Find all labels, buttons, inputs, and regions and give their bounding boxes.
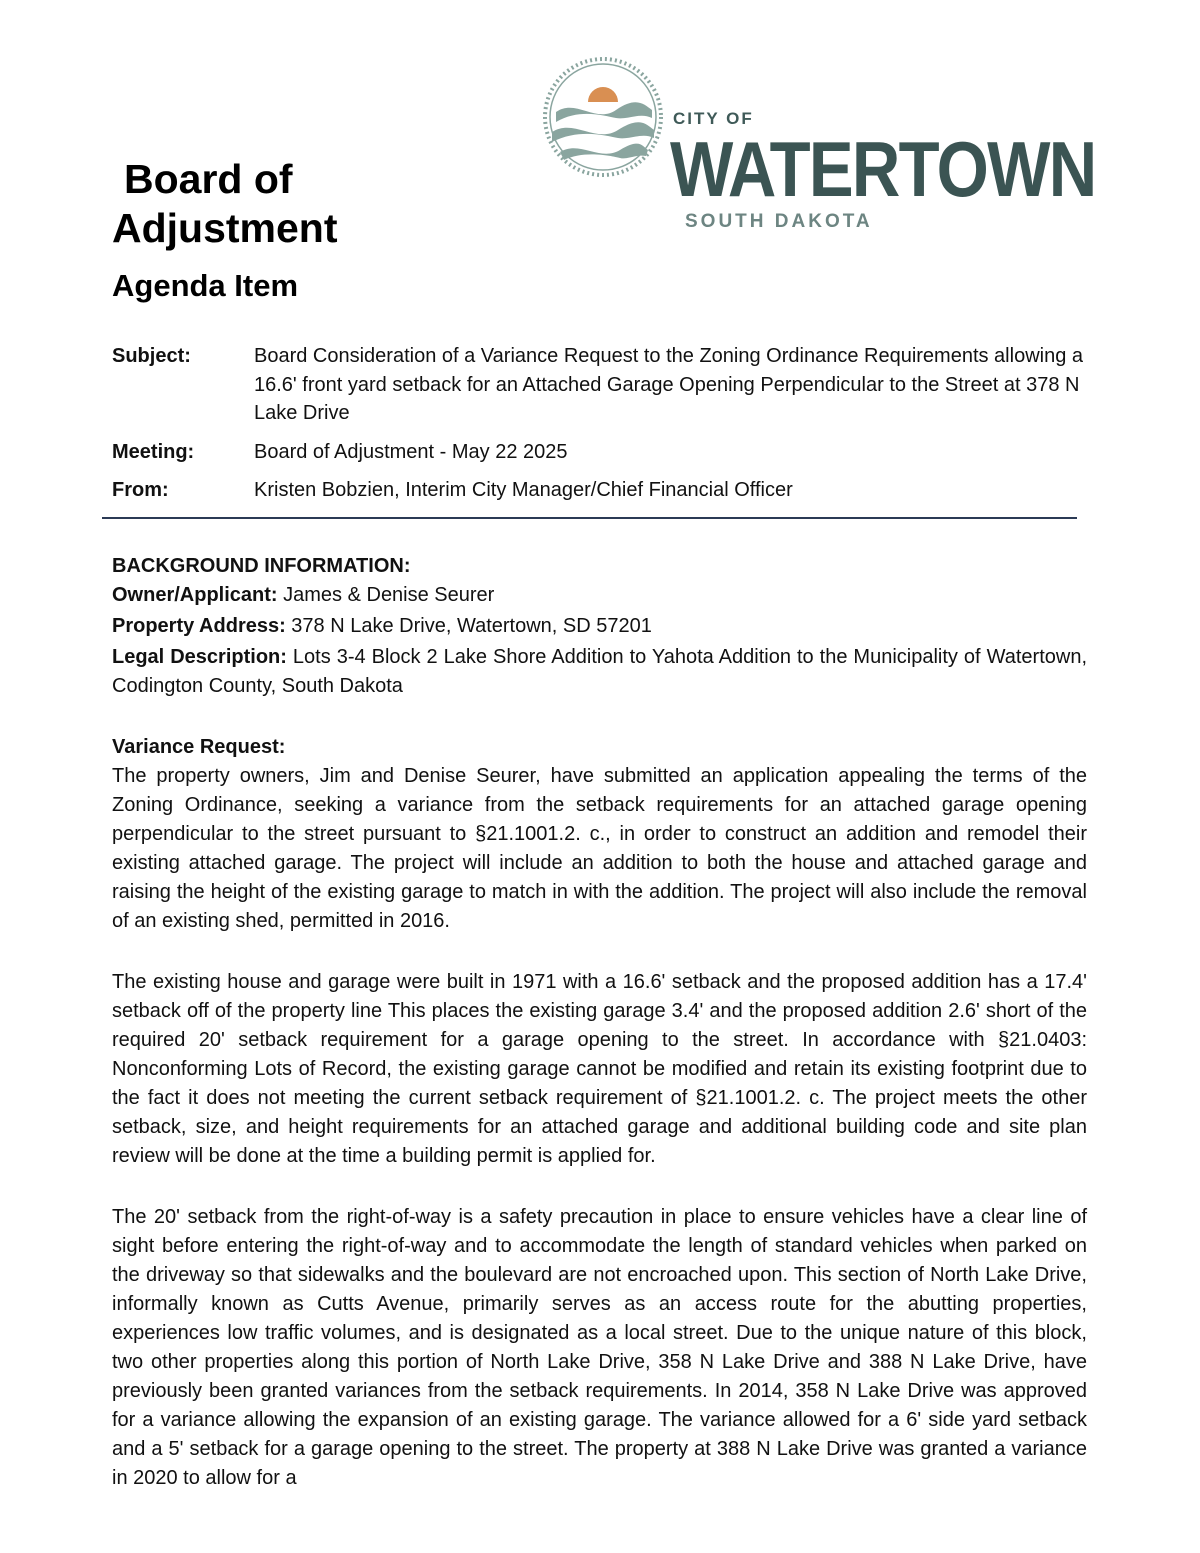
- meeting-row: [112, 438, 1087, 467]
- address-line: [112, 612, 1087, 641]
- legal-line: [112, 643, 1087, 701]
- city-seal-icon: [540, 54, 666, 180]
- meeting-value: Board of Adjustment - May 22 2025: [254, 440, 568, 463]
- subject-row: [112, 342, 1087, 428]
- document-body: [112, 552, 1087, 1493]
- from-label: From:: [112, 479, 169, 501]
- variance-heading: Variance Request:: [112, 736, 286, 758]
- variance-paragraph-3: The 20' setback from the right-of-way is a safety precaution in place to ensure vehicles have a clear line of sight before entering the right-of-way and to accommodate the length of standard vehicles when parked on the driveway so that sidewalks and the boulevard are not encroached upon. This section of North Lake Drive, informally known as Cutts Avenue, primarily serves as an access route for the abutting properties, experiences low traffic volumes, and is designated as a local street. Due to the unique nature of this block, two other properties along this portion of North Lake Drive, 358 N Lake Drive and 388 N Lake Drive, have previously been granted variances from the setback requirements. In 2014, 358 N Lake Drive was approved for a variance allowing the expansion of an existing garage. The variance allowed for a 6' side yard setback and a 5' setback for a garage opening to the street. The property at 388 N Lake Drive was granted a variance in 2020 to allow for a: [112, 1206, 1087, 1489]
- subject-value: Board Consideration of a Variance Request to the Zoning Ordinance Requirements allowing a 16.6' front yard setback for an Attached Garage Opening Perpendicular to the Street at 378 N Lake Drive: [254, 345, 1084, 424]
- agenda-meta: [112, 342, 1087, 515]
- subject-label: Subject:: [112, 345, 191, 367]
- variance-paragraph-2: The existing house and garage were built in 1971 with a 16.6' setback and the proposed addition has a 17.4' setback off of the property line This places the existing garage 3.4' and the proposed addition 2.6' short of the required 20' setback requirement for a garage opening to the street. In accordance with §21.0403: Nonconforming Lots of Record, the existing garage cannot be modified and retain its existing footprint due to the fact it does not meeting the current setback requirement of §21.1001.2. c. The project meets the other setback, size, and height requirements for an attached garage and additional building code and site plan review will be done at the time a building permit is applied for.: [112, 971, 1087, 1167]
- header-divider: [102, 517, 1077, 519]
- city-logo: [540, 54, 1096, 232]
- logo-city-of: CITY OF: [673, 109, 754, 128]
- page-subtitle: Agenda Item: [112, 268, 299, 303]
- title-line-2: Adjustment: [112, 205, 338, 251]
- address-label: Property Address:: [112, 615, 286, 637]
- page-title: [112, 155, 338, 253]
- from-row: [112, 476, 1087, 505]
- legal-value: Lots 3-4 Block 2 Lake Shore Addition to Yahota Addition to the Municipality of Watertown, Codington County, South Dakota: [112, 646, 1087, 697]
- owner-label: Owner/Applicant:: [112, 584, 278, 606]
- legal-label: Legal Description:: [112, 646, 287, 668]
- logo-watertown: WATERTOWN: [670, 125, 1096, 213]
- address-value: 378 N Lake Drive, Watertown, SD 57201: [285, 615, 652, 637]
- logo-south-dakota: SOUTH DAKOTA: [685, 211, 873, 232]
- owner-value: James & Denise Seurer: [277, 584, 495, 606]
- meeting-label: Meeting:: [112, 440, 195, 463]
- background-heading: BACKGROUND INFORMATION:: [112, 555, 411, 577]
- title-line-1: Board of: [124, 156, 293, 202]
- owner-line: [112, 581, 1087, 610]
- variance-paragraph-1: The property owners, Jim and Denise Seurer, have submitted an application appealing the terms of the Zoning Ordinance, seeking a variance from the setback requirements for an attached garage opening perpendicular to the street pursuant to §21.1001.2. c., in order to construct an addition and remodel their existing attached garage. The project will include an addition to both the house and attached garage and raising the height of the existing garage to match in with the addition. The project will also include the removal of an existing shed, permitted in 2016.: [112, 765, 1087, 932]
- from-value: Kristen Bobzien, Interim City Manager/Chief Financial Officer: [254, 479, 793, 501]
